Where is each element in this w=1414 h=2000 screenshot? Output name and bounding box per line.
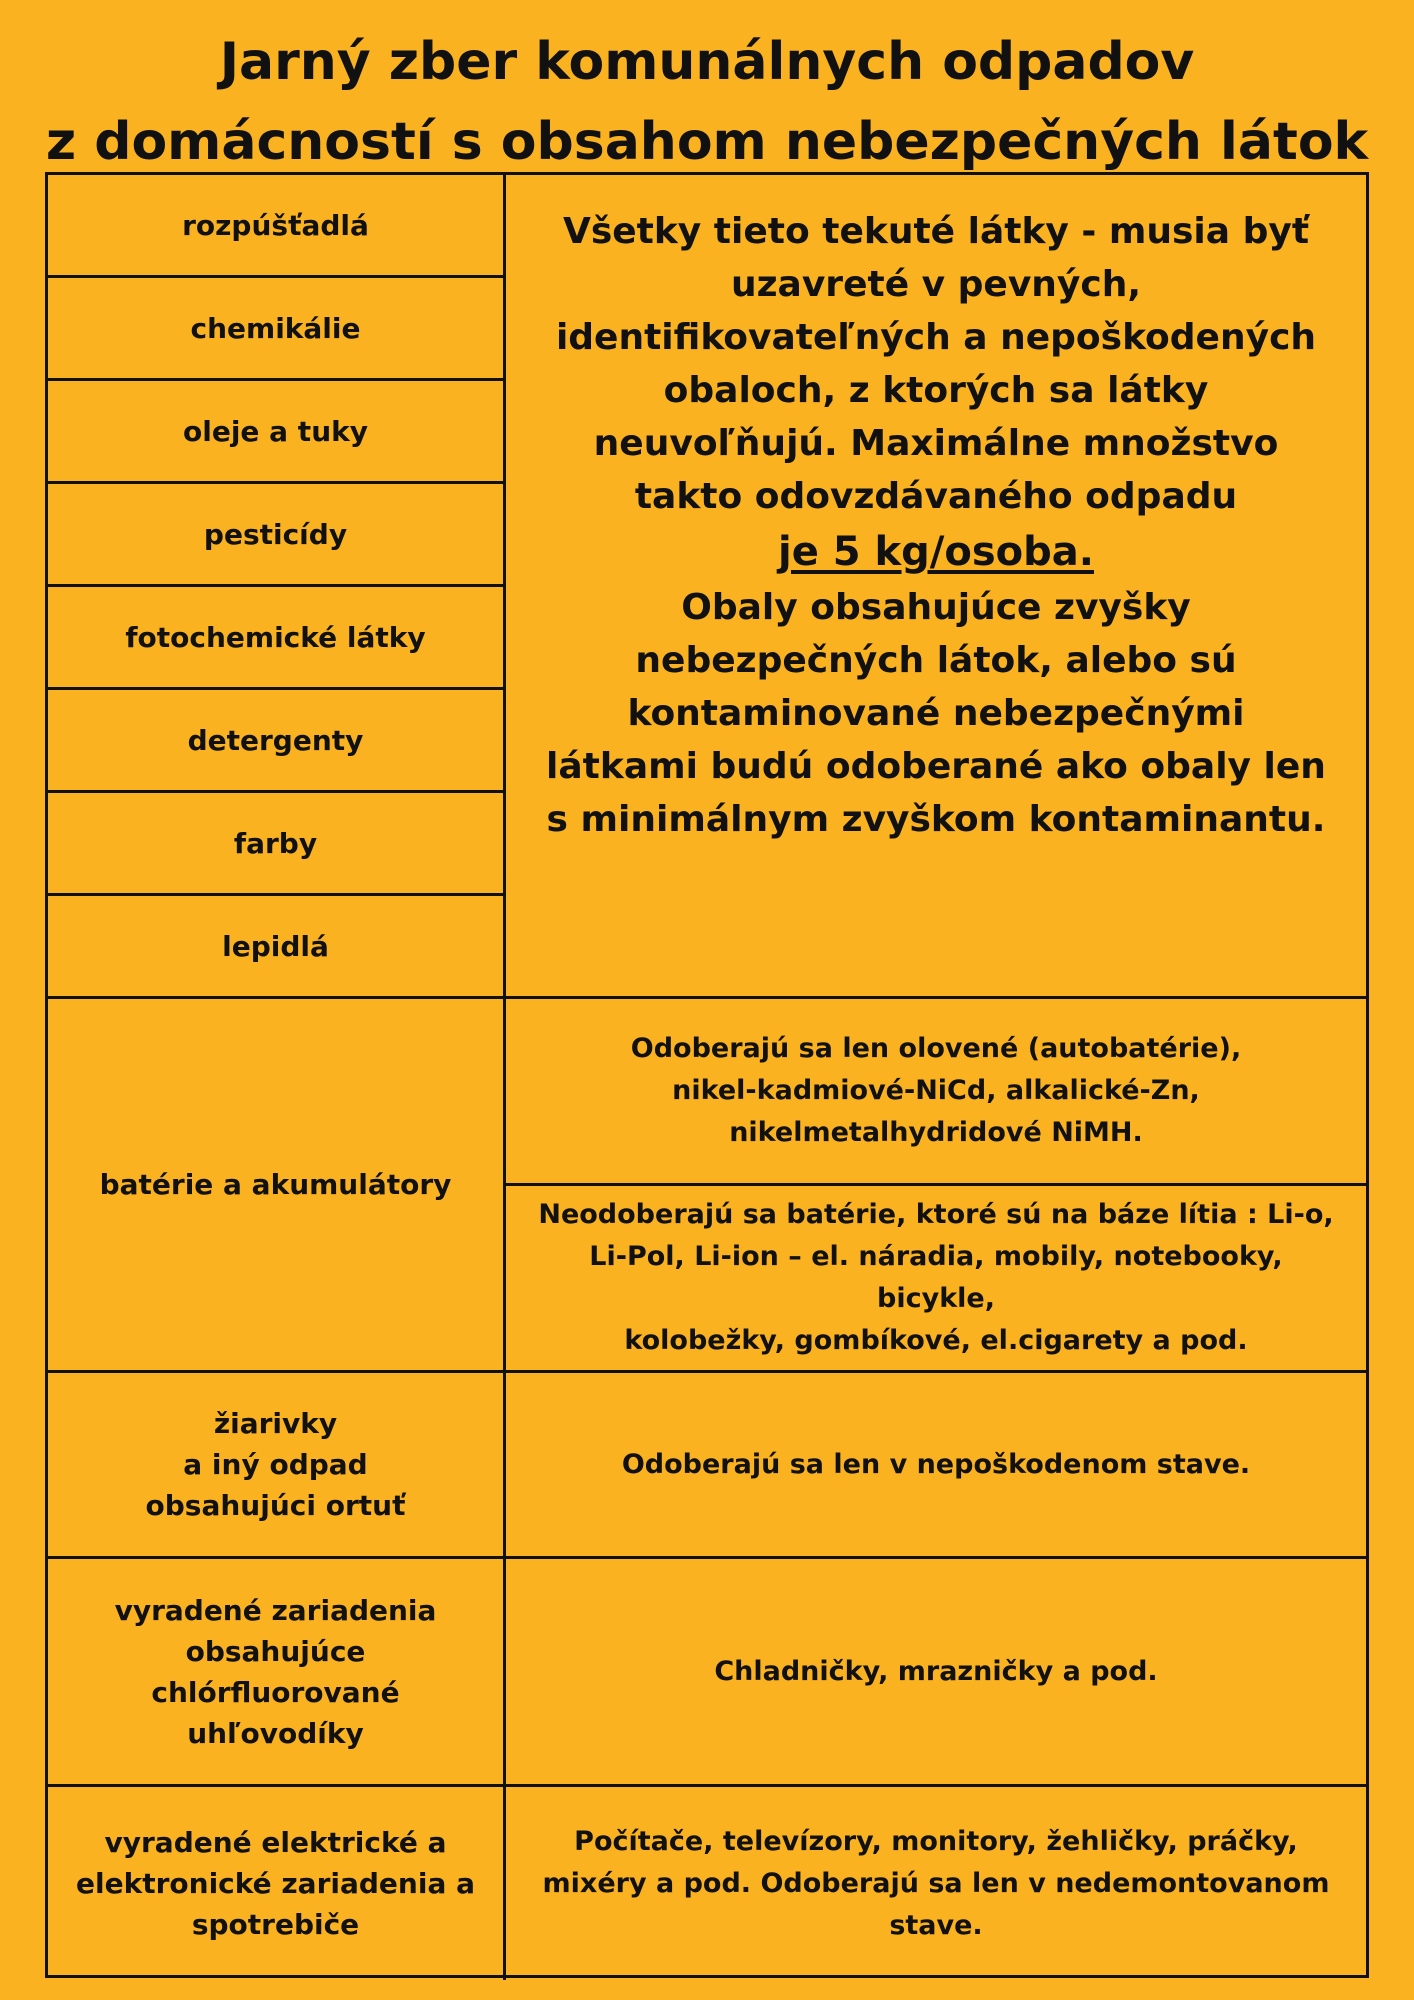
liquids-note-part2: Obaly obsahujúce zvyšky nebezpečných látok, alebo sú kontaminované nebezpečnými látkami budú odoberané ako obaly len s minimálnym zvyškom kontaminantu. (546, 587, 1326, 840)
cfc-label-line-4: uhľovodíky (187, 1716, 364, 1750)
mercury-label-line-1: žiarivky (213, 1407, 338, 1440)
item-chlorfluorovane (48, 1559, 506, 1787)
item-baterie: batérie a akumulátory (48, 999, 506, 1373)
item-farby: farby (48, 793, 506, 896)
batteries-accepted-note (506, 999, 1366, 1186)
item-pesticidy: pesticídy (48, 484, 506, 587)
liquids-note (506, 175, 1366, 999)
electronics-label-line-3: spotrebiče (191, 1908, 360, 1941)
item-ziarivky (48, 1373, 506, 1559)
item-chemikalie: chemikálie (48, 278, 506, 381)
item-rozpustadla: rozpúšťadlá (48, 175, 506, 278)
cfc-label-line-2: obsahujúce (185, 1634, 366, 1668)
batteries-rejected-line-1: Neodoberajú sa batérie, ktoré sú na báze lítia : Li-o, (538, 1199, 1334, 1230)
title-line-1: Jarný zber komunálnych odpadov (219, 32, 1195, 92)
cfc-note: Chladničky, mrazničky a pod. (506, 1559, 1366, 1787)
electronics-label-line-2: elektronické zariadenia a (76, 1867, 475, 1900)
item-lepidla: lepidlá (48, 896, 506, 999)
mercury-label-line-2: a iný odpad (183, 1448, 368, 1481)
item-oleje-a-tuky: oleje a tuky (48, 381, 506, 484)
electronics-label-line-1: vyradené elektrické a (104, 1826, 447, 1859)
mercury-note: Odoberajú sa len v nepoškodenom stave. (506, 1373, 1366, 1559)
page-title (0, 22, 1414, 182)
batteries-rejected-line-3: kolobežky, gombíkové, el.cigarety a pod. (624, 1325, 1248, 1356)
title-line-2: z domácností s obsahom nebezpečných látok (45, 112, 1369, 172)
batteries-accepted-line-3: nikelmetalhydridové NiMH. (729, 1117, 1143, 1148)
item-elektronika (48, 1787, 506, 1980)
cfc-label-line-3: chlórfluorované (151, 1675, 400, 1709)
cfc-label-line-1: vyradené zariadenia (114, 1593, 437, 1627)
batteries-accepted-line-1: Odoberajú sa len olovené (autobatérie), (630, 1033, 1242, 1064)
liquids-note-amount: je 5 kg/osoba. (778, 529, 1094, 575)
electronics-note-line-3: stave. (889, 1909, 983, 1941)
waste-table (45, 172, 1369, 1978)
electronics-note (506, 1787, 1366, 1980)
batteries-rejected-line-2: Li-Pol, Li-ion – el. náradia, mobily, notebooky, bicykle, (589, 1241, 1283, 1314)
liquids-note-part1: Všetky tieto tekuté látky - musia byť uzavreté v pevných, identifikovateľných a nepoškodených obaloch, z ktorých sa látky neuvoľňujú. Maximálne množstvo takto odovzdávaného odpadu (555, 211, 1317, 517)
item-detergenty: detergenty (48, 690, 506, 793)
batteries-rejected-note (506, 1186, 1366, 1373)
mercury-label-line-3: obsahujúci ortuť (145, 1489, 406, 1522)
item-fotochemicke-latky: fotochemické látky (48, 587, 506, 690)
electronics-note-line-1: Počítače, televízory, monitory, žehličky, práčky, (574, 1825, 1298, 1857)
batteries-accepted-line-2: nikel-kadmiové-NiCd, alkalické-Zn, (672, 1075, 1200, 1106)
electronics-note-line-2: mixéry a pod. Odoberajú sa len v nedemontovanom (542, 1867, 1330, 1899)
